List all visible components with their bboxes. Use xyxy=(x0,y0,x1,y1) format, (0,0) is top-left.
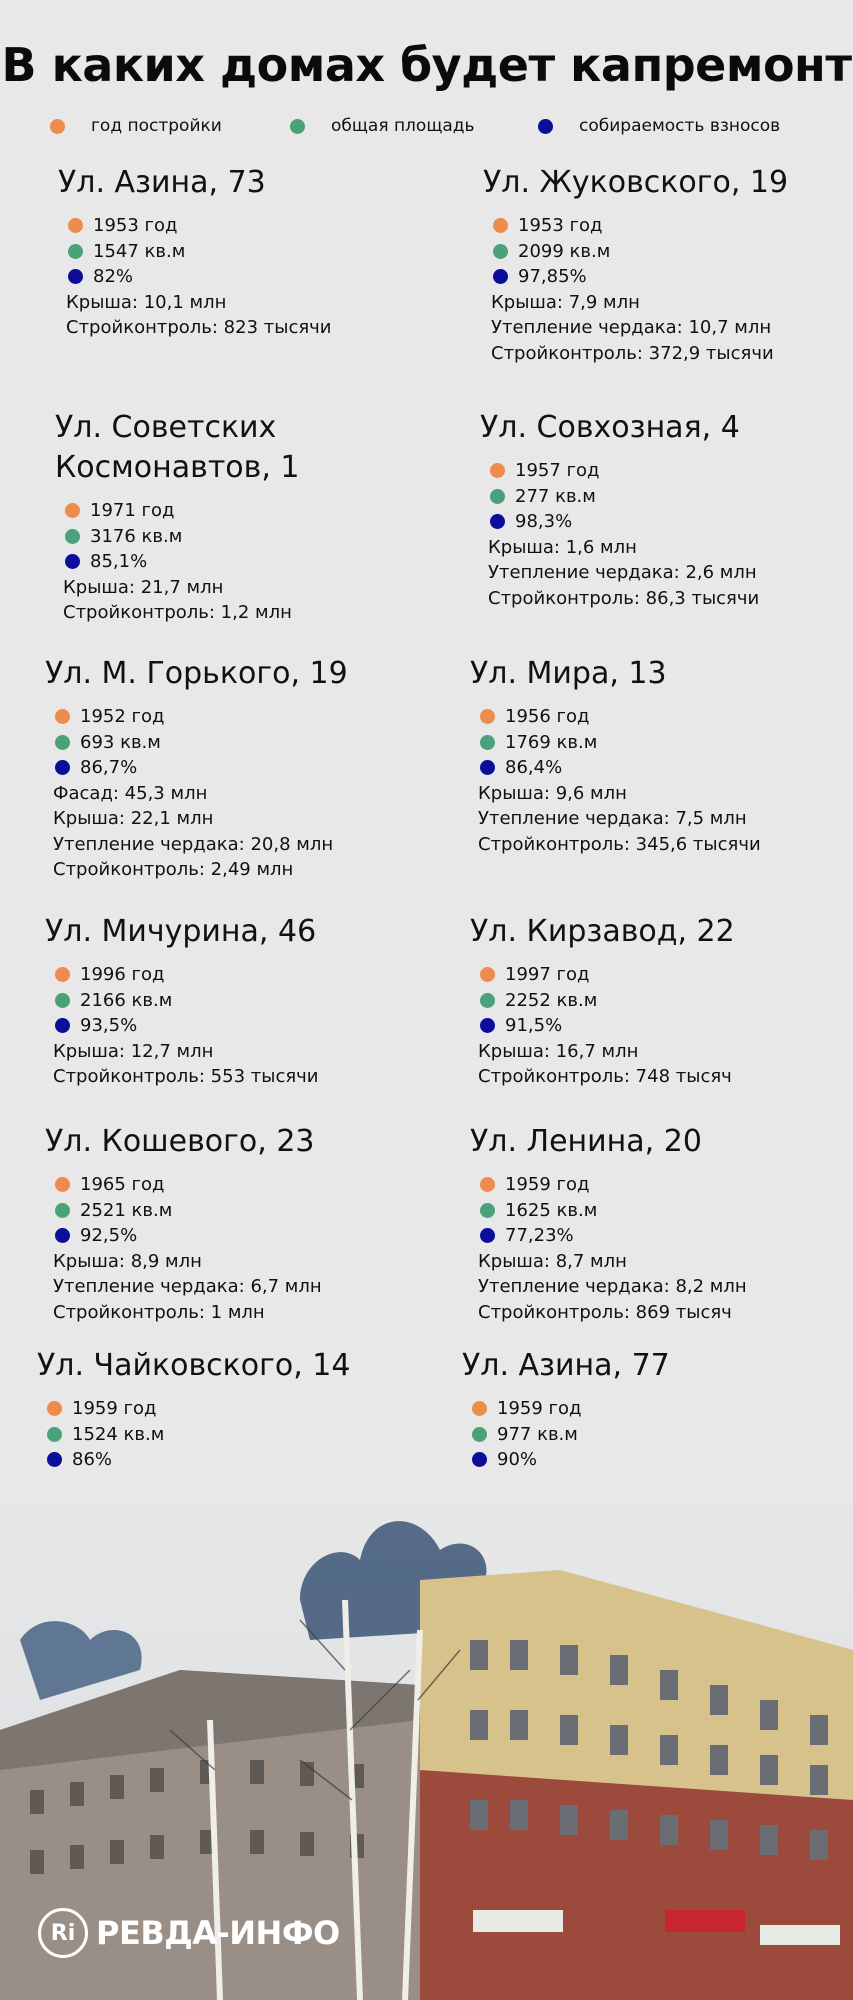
legend-label: собираемость взносов xyxy=(579,116,781,136)
house-address: Ул. Советских Космонавтов, 1 xyxy=(55,410,300,485)
orange-dot-icon xyxy=(490,463,505,478)
house-collection: 92,5% xyxy=(80,1225,138,1246)
house-area: 2252 кв.м xyxy=(505,989,598,1011)
orange-dot-icon xyxy=(55,709,70,724)
house-year: 1959 год xyxy=(505,1174,590,1195)
house-address: Ул. Жуковского, 19 xyxy=(483,165,789,200)
green-dot-icon xyxy=(65,529,80,544)
blue-dot-icon xyxy=(480,760,495,775)
house-card xyxy=(45,912,445,1090)
orange-dot-icon xyxy=(68,218,83,233)
house-year: 1956 год xyxy=(505,706,590,727)
house-work: Стройконтроль: 1 млн xyxy=(53,1301,265,1323)
house-address: Ул. Кирзавод, 22 xyxy=(470,914,735,949)
house-card xyxy=(470,1122,853,1325)
blue-dot-icon xyxy=(480,1228,495,1243)
house-area: 1524 кв.м xyxy=(72,1423,165,1445)
orange-dot-icon xyxy=(47,1401,62,1416)
logo-mark-icon: Ri xyxy=(38,1908,88,1958)
house-year: 1953 год xyxy=(518,215,603,236)
house-collection: 85,1% xyxy=(90,551,148,572)
house-address: Ул. Азина, 77 xyxy=(462,1348,670,1383)
house-area: 3176 кв.м xyxy=(90,525,183,547)
house-work: Утепление чердака: 6,7 млн xyxy=(53,1276,322,1297)
orange-dot-icon xyxy=(480,709,495,724)
house-work: Крыша: 8,7 млн xyxy=(478,1250,627,1272)
house-year: 1971 год xyxy=(90,500,175,521)
house-work: Крыша: 16,7 млн xyxy=(478,1040,639,1062)
house-work: Стройконтроль: 553 тысячи xyxy=(53,1066,319,1087)
orange-dot-icon xyxy=(65,503,80,518)
house-work: Крыша: 9,6 млн xyxy=(478,782,627,804)
house-area: 2099 кв.м xyxy=(518,240,611,262)
house-area: 2521 кв.м xyxy=(80,1199,173,1221)
house-year: 1957 год xyxy=(515,460,600,481)
house-area: 277 кв.м xyxy=(515,485,596,507)
house-year: 1953 год xyxy=(93,215,178,236)
house-address: Ул. Совхозная, 4 xyxy=(480,410,740,445)
house-collection: 91,5% xyxy=(505,1015,563,1036)
legend-label: общая площадь xyxy=(331,116,475,136)
house-address: Ул. Азина, 73 xyxy=(58,165,266,200)
house-work: Стройконтроль: 1,2 млн xyxy=(63,602,292,623)
house-work: Утепление чердака: 10,7 млн xyxy=(491,317,772,338)
page-title: В каких домах будет капремонт xyxy=(1,38,852,92)
house-area: 2166 кв.м xyxy=(80,989,173,1011)
orange-dot-icon xyxy=(480,967,495,982)
house-area: 693 кв.м xyxy=(80,731,161,753)
house-work: Утепление чердака: 2,6 млн xyxy=(488,562,757,583)
green-dot-icon xyxy=(490,489,505,504)
legend-item-collection xyxy=(538,116,780,136)
orange-dot-icon xyxy=(472,1401,487,1416)
green-dot-icon xyxy=(47,1427,62,1442)
orange-dot-icon xyxy=(493,218,508,233)
house-work: Стройконтроль: 869 тысяч xyxy=(478,1301,732,1323)
house-card xyxy=(470,654,853,857)
green-dot-icon xyxy=(55,1203,70,1218)
house-area: 1769 кв.м xyxy=(505,731,598,753)
house-work: Стройконтроль: 86,3 тысячи xyxy=(488,587,760,609)
house-work: Крыша: 1,6 млн xyxy=(488,536,637,558)
orange-dot-icon xyxy=(480,1177,495,1192)
orange-dot-icon xyxy=(55,1177,70,1192)
house-year: 1959 год xyxy=(497,1398,582,1419)
blue-dot-icon xyxy=(55,1018,70,1033)
house-year: 1965 год xyxy=(80,1174,165,1195)
house-area: 1625 кв.м xyxy=(505,1199,598,1221)
house-card xyxy=(45,1122,445,1325)
blue-dot-icon xyxy=(47,1452,62,1467)
green-dot-icon xyxy=(480,1203,495,1218)
house-year: 1996 год xyxy=(80,964,165,985)
house-address: Ул. Чайковского, 14 xyxy=(37,1348,351,1383)
house-card xyxy=(55,408,355,626)
green-dot-icon xyxy=(493,244,508,259)
house-year: 1952 год xyxy=(80,706,165,727)
house-address: Ул. Мира, 13 xyxy=(470,656,667,691)
green-dot-icon xyxy=(290,119,305,134)
house-card xyxy=(470,912,853,1090)
house-address: Ул. Кошевого, 23 xyxy=(45,1124,315,1159)
house-area: 977 кв.м xyxy=(497,1423,578,1445)
house-collection: 93,5% xyxy=(80,1015,138,1036)
house-work: Крыша: 7,9 млн xyxy=(491,291,640,313)
house-address: Ул. Ленина, 20 xyxy=(470,1124,702,1159)
blue-dot-icon xyxy=(55,1228,70,1243)
house-collection: 90% xyxy=(497,1449,538,1470)
house-work: Стройконтроль: 372,9 тысячи xyxy=(491,342,774,364)
legend-item-area xyxy=(290,116,475,136)
house-card xyxy=(483,163,853,366)
house-card xyxy=(58,163,458,341)
house-work: Крыша: 8,9 млн xyxy=(53,1250,202,1272)
logo-text: РЕВДА-ИНФО xyxy=(96,1914,340,1952)
house-collection: 77,23% xyxy=(505,1225,574,1246)
green-dot-icon xyxy=(68,244,83,259)
house-work: Крыша: 21,7 млн xyxy=(63,576,224,598)
orange-dot-icon xyxy=(50,119,65,134)
house-collection: 86% xyxy=(72,1449,113,1470)
house-collection: 82% xyxy=(93,266,134,287)
blue-dot-icon xyxy=(55,760,70,775)
green-dot-icon xyxy=(472,1427,487,1442)
house-card xyxy=(480,408,853,611)
house-work: Стройконтроль: 823 тысячи xyxy=(66,317,332,338)
blue-dot-icon xyxy=(472,1452,487,1467)
house-collection: 97,85% xyxy=(518,266,587,287)
house-work: Крыша: 22,1 млн xyxy=(53,808,214,829)
house-year: 1997 год xyxy=(505,964,590,985)
house-work: Крыша: 12,7 млн xyxy=(53,1040,214,1062)
blue-dot-icon xyxy=(493,269,508,284)
blue-dot-icon xyxy=(65,554,80,569)
brand-logo[interactable] xyxy=(38,1908,340,1958)
blue-dot-icon xyxy=(490,514,505,529)
house-card xyxy=(45,654,445,883)
orange-dot-icon xyxy=(55,967,70,982)
legend-item-year xyxy=(50,116,222,136)
house-collection: 86,7% xyxy=(80,757,138,778)
green-dot-icon xyxy=(55,993,70,1008)
house-address: Ул. Мичурина, 46 xyxy=(45,914,317,949)
house-work: Стройконтроль: 345,6 тысячи xyxy=(478,833,761,855)
house-year: 1959 год xyxy=(72,1398,157,1419)
house-work: Утепление чердака: 20,8 млн xyxy=(53,833,334,855)
house-work: Стройконтроль: 2,49 млн xyxy=(53,859,294,880)
legend-label: год постройки xyxy=(91,116,222,136)
house-work: Крыша: 10,1 млн xyxy=(66,291,227,313)
house-collection: 86,4% xyxy=(505,757,563,778)
green-dot-icon xyxy=(480,735,495,750)
green-dot-icon xyxy=(480,993,495,1008)
house-collection: 98,3% xyxy=(515,511,573,532)
house-work: Стройконтроль: 748 тысяч xyxy=(478,1066,732,1087)
blue-dot-icon xyxy=(480,1018,495,1033)
blue-dot-icon xyxy=(538,119,553,134)
green-dot-icon xyxy=(55,735,70,750)
house-address: Ул. М. Горького, 19 xyxy=(45,656,348,691)
house-work: Фасад: 45,3 млн xyxy=(53,782,208,804)
house-area: 1547 кв.м xyxy=(93,240,186,262)
house-work: Утепление чердака: 7,5 млн xyxy=(478,808,747,829)
house-work: Утепление чердака: 8,2 млн xyxy=(478,1276,747,1297)
blue-dot-icon xyxy=(68,269,83,284)
